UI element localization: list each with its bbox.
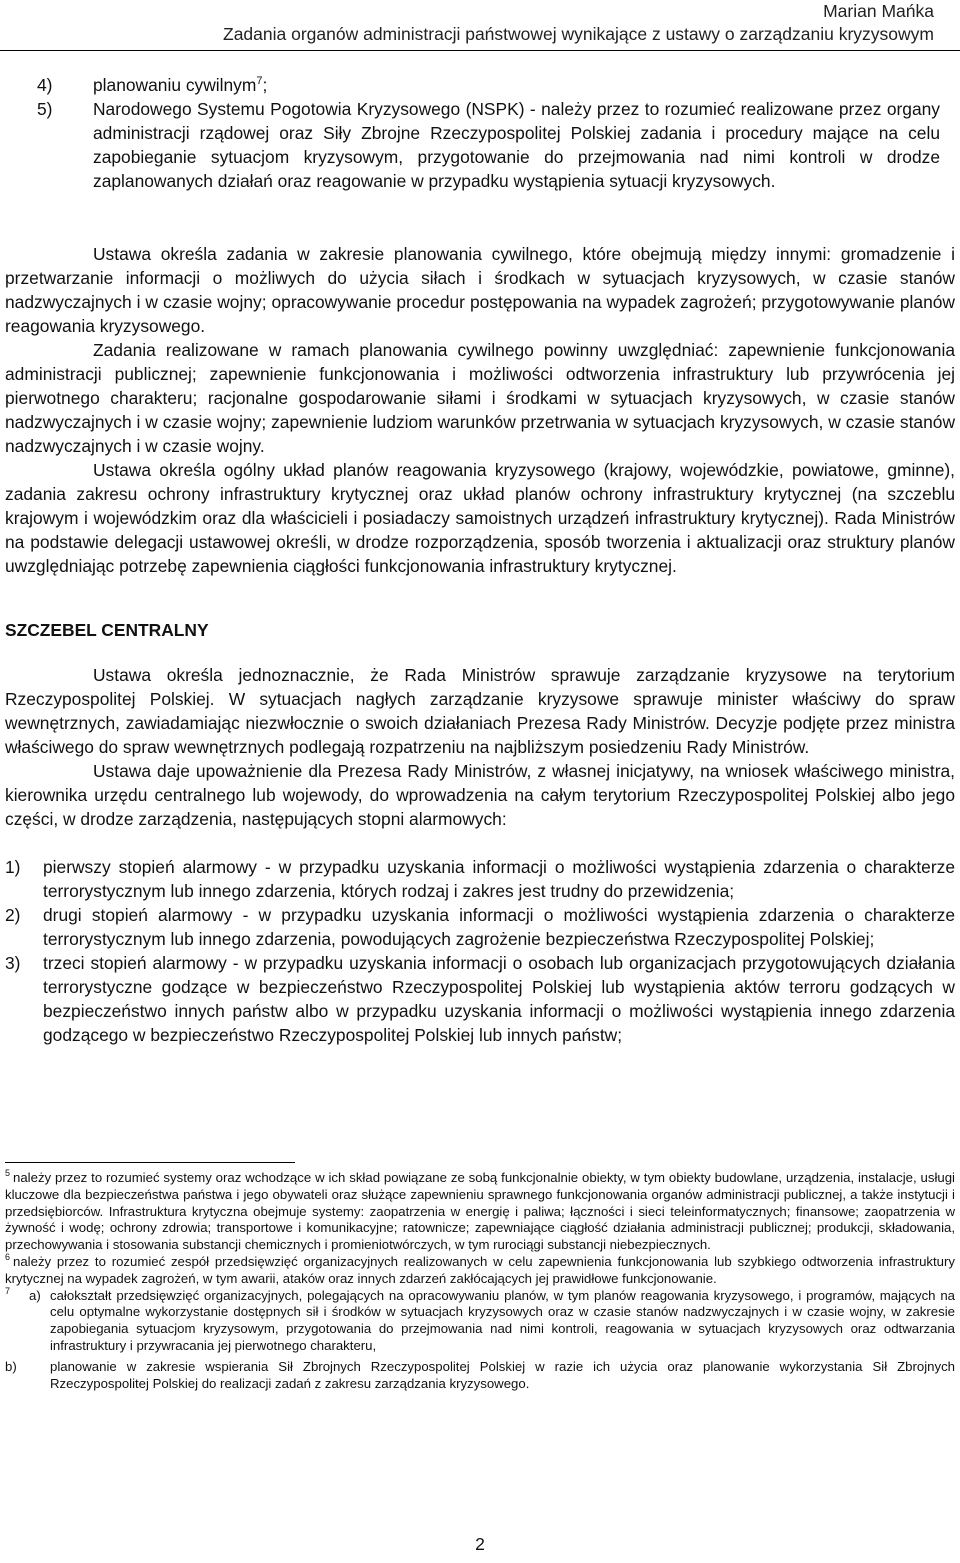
running-header <box>223 0 934 46</box>
central-level-section <box>0 663 960 831</box>
alarm-levels-list <box>0 855 960 1047</box>
header-rule <box>0 50 960 51</box>
footnotes <box>0 1170 960 1392</box>
footnote-mark: 7 <box>5 1285 11 1296</box>
alarm-level-item <box>0 903 960 951</box>
list-item <box>0 97 960 193</box>
list-item-tail: ; <box>262 75 268 95</box>
footnote-sub-label: b) <box>5 1358 17 1374</box>
footnote-ref-7[interactable]: 7 <box>256 75 263 87</box>
footnote-5 <box>5 1170 955 1254</box>
planning-section <box>0 242 960 578</box>
footnote-text: należy przez to rozumieć zespół przedsięwzięć organizacyjnych realizowanych w celu zapewnienia funkcjonowania lub szybkiego odtworzenia infrastruktury krytycznej na wypadek zagrożeń, w tym awarii, ataków oraz innych zdarzeń zakłócających jej prawidłowe funkcjonowanie. <box>5 1253 955 1286</box>
definition-list <box>0 73 960 193</box>
footnote-mark: 6 <box>5 1251 11 1262</box>
footnote-text: należy przez to rozumieć systemy oraz wchodzące w ich skład powiązane ze sobą funkcjonalnie obiekty, w tym obiekty budowlane, urządzenia, instalacje, usługi kluczowe dla bezpieczeństwa państwa i jego obywateli oraz służące zapewnieniu sprawnego funkcjonowania organów administracji publicznej, a także instytucji i przedsiębiorców. Infrastruktura krytyczna obejmuje systemy: zaopatrzenia w energię i paliwa; łączności i sieci teleinformatycznych; finansowe; zaopatrzenia w żywność i wodę; ochrony zdrowia; transportowe i komunikacyjne; ratownicze; zapewniające ciągłość działania administracji publicznej; produkcji, składowania, przechowywania i stosowania substancji chemicznych i promieniotwórczych, w tym rurociągi substancji niebezpiecznych. <box>5 1170 955 1253</box>
alarm-level-number: 2) <box>5 905 21 925</box>
alarm-level-number: 3) <box>5 953 21 973</box>
footnote-6 <box>5 1251 955 1288</box>
footnote-7a <box>5 1285 955 1355</box>
footnote-text: planowanie w zakresie wspierania Sił Zbrojnych Rzeczypospolitej Polskiej w razie ich użycia oraz planowanie wykorzystania Sił Zbrojnych Rzeczypospolitej Polskiej do realizacji zadań z zakresu zarządzania kryzysowego. <box>50 1358 955 1391</box>
paragraph: Ustawa daje upoważnienie dla Prezesa Rady Ministrów, z własnej inicjatywy, na wniosek właściwego ministra, kierownika urzędu centralnego lub wojewody, do wprowadzenia na całym terytorium Rzeczypospolitej Polskiej albo jego części, w drodze zarządzenia, następujących stopni alarmowych: <box>5 761 955 829</box>
page-number: 2 <box>475 1534 485 1554</box>
section-title: SZCZEBEL CENTRALNY <box>5 620 209 640</box>
footnote-rule <box>5 1162 295 1163</box>
paragraph: Ustawa określa ogólny układ planów reagowania kryzysowego (krajowy, wojewódzkie, powiatowe, gminne), zadania zakresu ochrony infrastruktury krytycznej oraz układ planów ochrony infrastruktury krytycznej (na szczeblu krajowym i wojewódzkim oraz dla właścicieli i posiadaczy samoistnych urządzeń infrastruktury krytycznej). Rada Ministrów na podstawie delegacji ustawowej określi, w drodze rozporządzenia, sposób tworzenia i aktualizacji oraz struktury planów uwzględniając potrzebę zapewnienia ciągłości funkcjonowania infrastruktury krytycznej. <box>5 460 955 576</box>
alarm-level-text: trzeci stopień alarmowy - w przypadku uzyskania informacji o osobach lub organizacjach przygotowujących działania terrorystyczne godzące w bezpieczeństwo Rzeczypospolitej Polskiej lub wystąpienia aktów terroru godzących w bezpieczeństwo innych państw albo w przypadku uzyskania informacji o możliwości wystąpienia innego zdarzenia godzącego w bezpieczeństwo Rzeczypospolitej Polskiej lub innych państw; <box>43 953 955 1045</box>
paragraph: Zadania realizowane w ramach planowania cywilnego powinny uwzględniać: zapewnienie funkcjonowania administracji publicznej; zapewnienie funkcjonowania i możliwości odtworzenia infrastruktury lub przywrócenia jej pierwotnego charakteru; racjonalne gospodarowanie siłami i środkami w sytuacjach kryzysowych, w czasie stanów nadzwyczajnych i w czasie wojny; zapewnienie ludziom warunków przetrwania w sytuacjach kryzysowych, w czasie stanów nadzwyczajnych i w czasie wojny. <box>5 340 955 456</box>
list-item-number: 4) <box>37 75 53 95</box>
footnote-text: całokształt przedsięwzięć organizacyjnych, polegających na opracowywaniu planów, w tym planów reagowania kryzysowego, i programów, mających na celu optymalne wykorzystanie dostępnych sił i środków w sytuacjach kryzysowych oraz w czasie stanów nadzwyczajnych i w czasie wojny, w zakresie zapobiegania sytuacjom kryzysowym, przygotowania do przejmowania nad nimi kontroli, reagowania w sytuacjach kryzysowych oraz odtwarzania infrastruktury i przywracania jej pierwotnego charakteru, <box>50 1287 955 1353</box>
paragraph: Ustawa określa jednoznacznie, że Rada Ministrów sprawuje zarządzanie kryzysowe na terytorium Rzeczypospolitej Polskiej. W sytuacjach nagłych zarządzanie kryzysowe sprawuje minister właściwy do spraw wewnętrznych, zawiadamiając niezwłocznie o swoich działaniach Prezesa Rady Ministrów. Decyzje podjęte przez ministra właściwego do spraw wewnętrznych podlegają rozpatrzeniu na najbliższym posiedzeniu Rady Ministrów. <box>5 665 955 757</box>
footnote-sub-label: a) <box>29 1287 41 1303</box>
header-author: Marian Mańka <box>823 1 934 21</box>
alarm-level-item <box>0 951 960 1047</box>
list-item-text: Narodowego Systemu Pogotowia Kryzysowego (NSPK) - należy przez to rozumieć realizowane przez organy administracji rządowej oraz Siły Zbrojne Rzeczypospolitej Polskiej zadania i procedury mające na celu zapobieganie sytuacjom kryzysowym, przygotowanie do przejmowania nad nimi kontroli w drodze zaplanowanych działań oraz reagowanie w przypadku wystąpienia sytuacji kryzysowych. <box>93 99 940 191</box>
alarm-level-text: pierwszy stopień alarmowy - w przypadku uzyskania informacji o możliwości wystąpienia zdarzenia o charakterze terrorystycznym lub innego zdarzenia, których rodzaj i zakres jest trudny do przewidzenia; <box>43 857 955 901</box>
list-item-text: planowaniu cywilnym <box>93 75 257 95</box>
alarm-level-number: 1) <box>5 857 21 877</box>
footnote-mark: 5 <box>5 1168 11 1178</box>
list-item <box>0 73 960 97</box>
paragraph: Ustawa określa zadania w zakresie planowania cywilnego, które obejmują między innymi: gromadzenie i przetwarzanie informacji o możliwych do użycia siłach i środkach w sytuacjach kryzysowych, w czasie stanów nadzwyczajnych i w czasie wojny; opracowywanie procedur postępowania na wypadek zagrożeń; przygotowywanie planów reagowania kryzysowego. <box>5 244 955 336</box>
alarm-level-item <box>0 855 960 903</box>
footnote-7b <box>5 1359 955 1393</box>
list-item-number: 5) <box>37 99 53 119</box>
header-title: Zadania organów administracji państwowej wynikające z ustawy o zarządzaniu kryzysowym <box>223 24 934 44</box>
alarm-level-text: drugi stopień alarmowy - w przypadku uzyskania informacji o możliwości wystąpienia zdarzenia o charakterze terrorystycznym lub innego zdarzenia, powodujących zagrożenie bezpieczeństwa Rzeczypospolitej Polskiej; <box>43 905 955 949</box>
